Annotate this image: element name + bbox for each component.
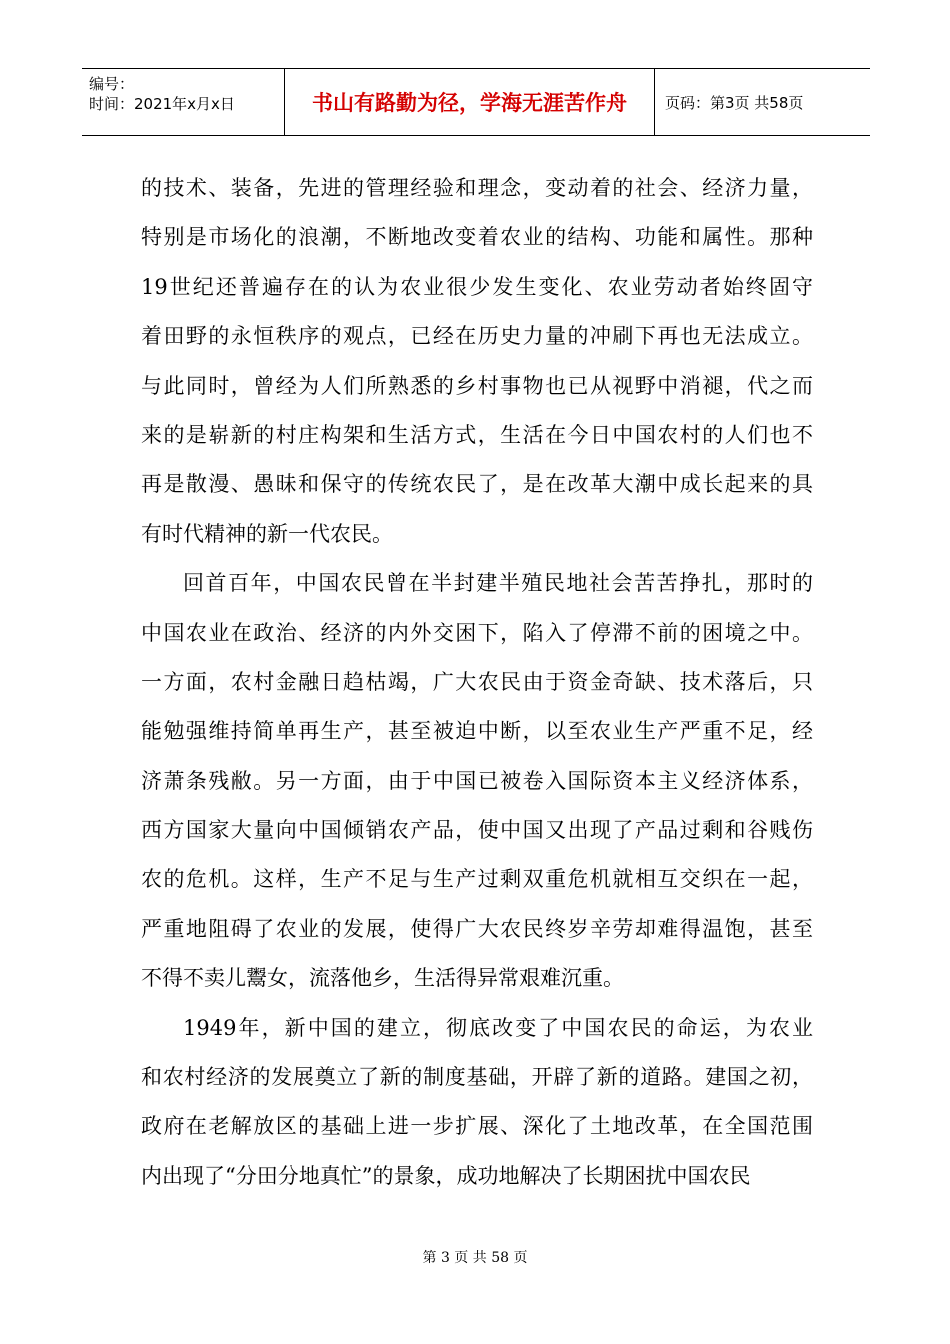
header-motto-cell (284, 69, 655, 135)
paragraph-line: 内出现了“分田分地真忙”的景象，成功地解决了长期困扰中国农民 (141, 1163, 751, 1188)
paragraph-line: 特别是市场化的浪潮，不断地改变着农业的结构、功能和属性。那种 (141, 225, 813, 250)
paragraph-line: 农的危机。这样，生产不足与生产过剩双重危机就相互交织在一起， (141, 867, 813, 892)
header-meta-cell (82, 69, 284, 135)
paragraph-line: 能勉强维持简单再生产，甚至被迫中断，以至农业生产严重不足，经 (141, 719, 813, 744)
paragraph-line: 与此同时，曾经为人们所熟悉的乡村事物也已从视野中消褪，代之而 (141, 373, 813, 398)
paragraph-line: 着田野的永恒秩序的观点，已经在历史力量的冲刷下再也无法成立。 (141, 324, 813, 349)
paragraph-line: 有时代精神的新一代农民。 (141, 521, 393, 546)
paragraph-line: 的技术、装备，先进的管理经验和理念，变动着的社会、经济力量， (141, 176, 813, 200)
paragraph-line: 济萧条残敝。另一方面，由于中国已被卷入国际资本主义经济体系， (141, 768, 813, 793)
paragraph-line: 再是散漫、愚昧和保守的传统农民了，是在改革大潮中成长起来的具 (141, 472, 813, 497)
paragraph (141, 559, 813, 1004)
document-number-label: 编号： (89, 75, 135, 93)
paragraph-line: 一方面，农村金融日趋枯竭，广大农民由于资金奇缺、技术落后，只 (141, 669, 813, 694)
paragraph-line: 严重地阻碍了农业的发展，使得广大农民终岁辛劳却难得温饱，甚至 (141, 916, 813, 941)
paragraph (141, 164, 813, 559)
paragraph-line: 不得不卖儿鬻女，流落他乡，生活得异常艰难沉重。 (141, 966, 624, 991)
paragraph-line: 和农村经济的发展奠立了新的制度基础，开辟了新的道路。建国之初， (141, 1065, 813, 1090)
document-time-label: 时间：2021年x月x日 (89, 95, 235, 113)
paragraph-line: 来的是崭新的村庄构架和生活方式，生活在今日中国农村的人们也不 (141, 422, 813, 447)
document-body (141, 164, 813, 1201)
header-page-info: 页码：第3页 共58页 (665, 93, 804, 112)
paragraph-line: 政府在老解放区的基础上进一步扩展、深化了土地改革，在全国范围 (141, 1114, 813, 1139)
paragraph (141, 1004, 813, 1202)
paragraph-line: 回首百年，中国农民曾在半封建半殖民地社会苦苦挣扎，那时的 (183, 571, 813, 596)
paragraph-line: 19世纪还普遍存在的认为农业很少发生变化、农业劳动者始终固守 (141, 274, 813, 299)
paragraph-line: 1949年，新中国的建立，彻底改变了中国农民的命运，为农业 (183, 1015, 813, 1040)
paragraph-line: 中国农业在政治、经济的内外交困下，陷入了停滞不前的困境之中。 (141, 620, 813, 645)
document-header (82, 68, 870, 136)
header-motto: 书山有路勤为径，学海无涯苦作舟 (312, 91, 627, 115)
header-page-cell (655, 69, 870, 135)
paragraph-line: 西方国家大量向中国倾销农产品，使中国又出现了产品过剩和谷贱伤 (141, 818, 813, 843)
page-footer: 第 3 页 共 58 页 (422, 1250, 528, 1266)
